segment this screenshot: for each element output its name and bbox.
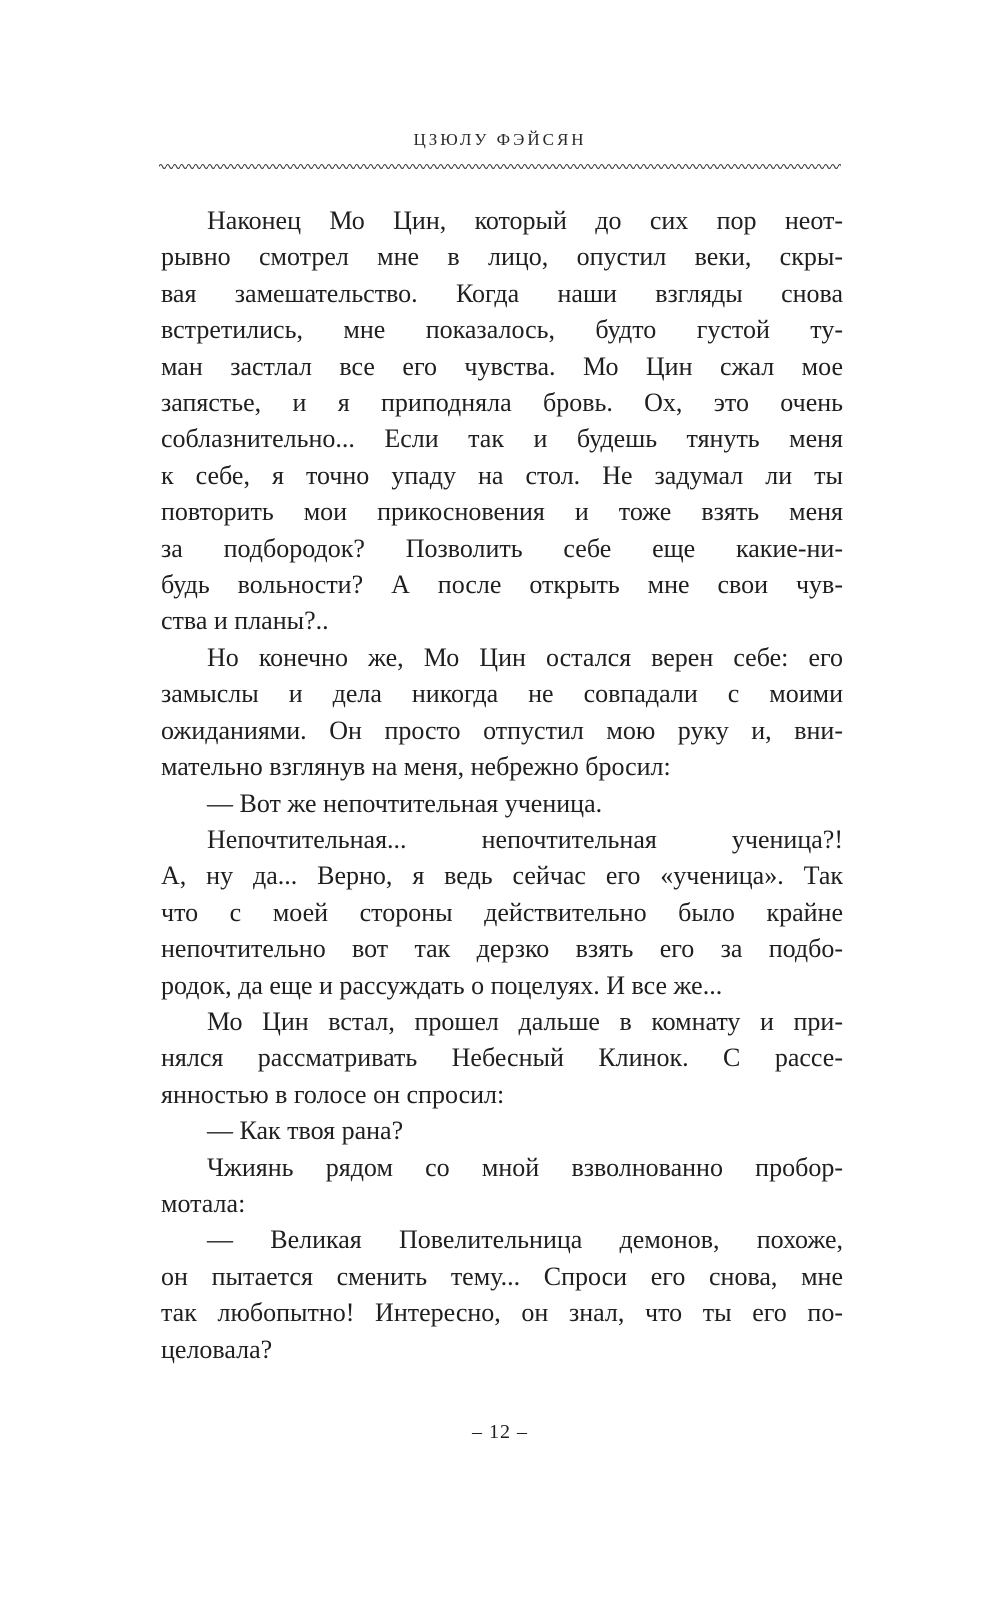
text-line: целовала?	[161, 1334, 273, 1364]
text-line: ства и планы?..	[161, 606, 329, 636]
text-line: ожиданиями. Он просто отпустил мою руку и, вни-	[161, 715, 843, 745]
text-line: нялся рассматривать Небесный Клинок. С рассе-	[161, 1043, 843, 1073]
text-line: янностью в голосе он спросил:	[161, 1079, 505, 1109]
text-line: Наконец Мо Цин, который до сих пор неот-	[207, 206, 843, 235]
text-line: запястье, и я приподняла бровь. Ох, это очень	[161, 388, 843, 418]
paragraph	[161, 822, 843, 1004]
text-line: так любопытно! Интересно, он знал, что ты его по-	[161, 1298, 843, 1328]
text-line: — Как твоя рана?	[207, 1116, 404, 1146]
paragraph	[161, 640, 843, 786]
text-line: будь вольности? А после открыть мне свои чув-	[161, 570, 843, 600]
paragraph	[161, 203, 843, 640]
text-line: ман застлал все его чувства. Мо Цин сжал мое	[161, 351, 843, 381]
paragraph	[161, 1004, 843, 1113]
text-line: встретились, мне показалось, будто густой ту-	[161, 315, 843, 345]
text-line: мотала:	[161, 1188, 246, 1218]
text-line: рывно смотрел мне в лицо, опустил веки, скры-	[161, 242, 843, 272]
text-line: — Вот же непочтительная ученица.	[207, 788, 603, 818]
text-line: к себе, я точно упаду на стол. Не задумал ли ты	[161, 460, 843, 490]
paragraph	[161, 1222, 843, 1368]
text-line: вая замешательство. Когда наши взгляды снова	[161, 278, 843, 308]
text-line: непочтительно вот так дерзко взять его за подбо-	[161, 934, 843, 964]
text-line: А, ну да... Верно, я ведь сейчас его «ученица». Так	[161, 861, 843, 891]
text-line: замыслы и дела никогда не совпадали с моими	[161, 679, 843, 709]
wavy-divider	[159, 161, 841, 171]
paragraph	[161, 1150, 843, 1223]
page-number: – 12 –	[472, 1421, 528, 1443]
text-line: он пытается сменить тему... Спроси его снова, мне	[161, 1261, 843, 1291]
text-line: что с моей стороны действительно было крайне	[161, 897, 843, 927]
text-line: Но конечно же, Мо Цин остался верен себе: его	[207, 642, 843, 672]
paragraph	[161, 1113, 843, 1149]
author-header: ЦЗЮЛУ ФЭЙСЯН	[413, 130, 587, 149]
text-line: Чжиянь рядом со мной взволнованно пробор-	[207, 1152, 843, 1182]
text-line: мательно взглянув на меня, небрежно бросил:	[161, 752, 671, 782]
text-line: Мо Цин встал, прошел дальше в комнату и при-	[207, 1006, 843, 1036]
text-line: Непочтительная... непочтительная ученица?!	[207, 824, 843, 854]
text-line: соблазнительно... Если так и будешь тянуть меня	[161, 424, 843, 454]
paragraph	[161, 786, 843, 822]
text-line: — Великая Повелительница демонов, похоже,	[207, 1225, 843, 1255]
text-line: повторить мои прикосновения и тоже взять меня	[161, 497, 843, 527]
body-text	[161, 203, 843, 1368]
text-line: родок, да еще и рассуждать о поцелуях. И все же...	[161, 970, 723, 1000]
text-line: за подбородок? Позволить себе еще какие-ни-	[161, 533, 843, 563]
